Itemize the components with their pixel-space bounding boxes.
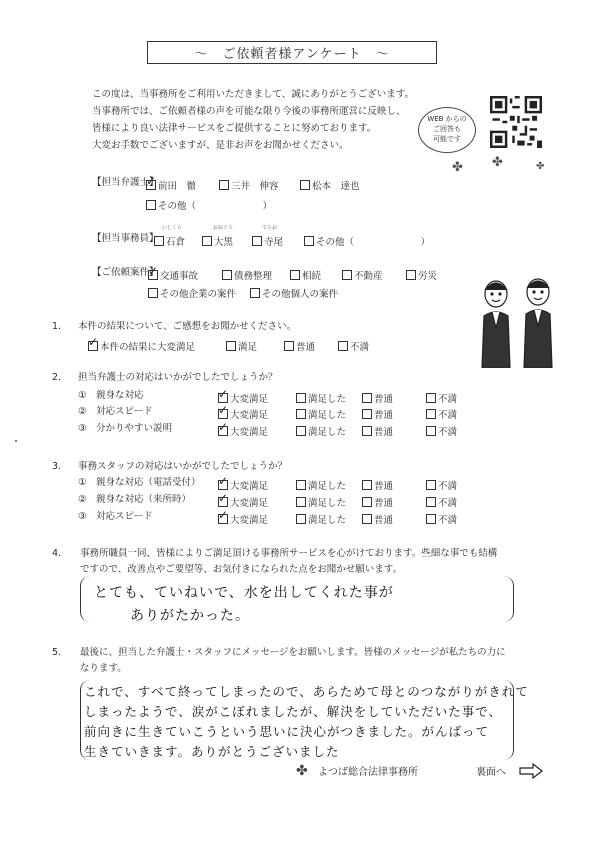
q4-question-line: 事務所職員一同、皆様によりご満足頂ける事務所サービスを心がけております。些細な事でも結構 — [80, 548, 498, 559]
q3-row-label: ② 親身な対応（来所時） — [78, 494, 192, 505]
option-label: 大黒 — [214, 237, 234, 248]
checkbox-checked-icon[interactable] — [218, 426, 228, 436]
option-label: 債務整理 — [234, 271, 273, 282]
page-title: ～ ご依頼者様アンケート ～ — [147, 41, 437, 64]
option-label: 普通 — [374, 515, 394, 526]
case-option-real-estate[interactable] — [342, 268, 383, 282]
checkbox-icon[interactable] — [296, 514, 306, 524]
option-label: 相続 — [302, 271, 322, 282]
checkbox-icon[interactable] — [250, 288, 260, 298]
option-label: その他（ ） — [158, 201, 273, 212]
option-label: 普通 — [296, 342, 316, 353]
case-option-industrial-accident[interactable] — [406, 268, 437, 282]
staff-option-ishikura[interactable] — [154, 234, 185, 248]
checkbox-icon[interactable] — [219, 180, 229, 190]
q3-number: 3. — [52, 461, 62, 472]
q5-handwritten-answer: しまったようで、涙がこぼれましたが、解決をしていただいた事で、 — [84, 704, 503, 719]
bubble-line: 可能です — [433, 135, 461, 143]
q4-question-line: ですので、改善点やご要望等、お気付きになられた点をお聞かせ願います。 — [80, 564, 403, 575]
intro-line: 皆様により良い法律サービスをご提供することに努めております。 — [92, 123, 377, 134]
option-label: 不満 — [438, 481, 458, 492]
checkbox-icon[interactable] — [426, 480, 436, 490]
office-name: よつば総合法律事務所 — [318, 767, 418, 778]
option-label: 不満 — [438, 427, 458, 438]
q3-rating-option[interactable] — [362, 512, 393, 526]
lawyer-option-maeda[interactable] — [146, 178, 196, 192]
checkbox-icon[interactable] — [426, 497, 436, 507]
q2-row-label: ③ 分かりやすい説明 — [78, 423, 173, 434]
case-option-debt[interactable] — [222, 268, 272, 282]
option-label: 不満 — [350, 342, 370, 353]
case-option-traffic[interactable] — [148, 268, 198, 282]
web-answer-bubble — [418, 107, 476, 153]
q5-question-line: 最後に、担当した弁護士・スタッフにメッセージをお願いします。皆様のメッセージが私たちの力に — [80, 647, 506, 658]
option-label: 労災 — [418, 271, 438, 282]
option-label: 大変満足 — [230, 427, 269, 438]
checkbox-icon[interactable] — [426, 409, 436, 419]
checkbox-icon[interactable] — [296, 497, 306, 507]
checkbox-checked-icon[interactable] — [146, 180, 156, 190]
checkbox-icon[interactable] — [284, 341, 294, 351]
furigana: いしくら — [162, 225, 183, 231]
option-label: 石倉 — [166, 237, 186, 248]
q5-question-line: なります。 — [80, 663, 127, 674]
intro-line: 大変お手数でございますが、是非お声をお聞かせください。 — [92, 140, 349, 151]
q1-number: 1. — [52, 321, 62, 332]
q2-row-label: ② 対応スピード — [78, 406, 153, 417]
case-option-other-corporate[interactable] — [148, 286, 236, 300]
q3-rating-option[interactable] — [296, 495, 346, 509]
option-label: 満足した — [308, 515, 347, 526]
checkbox-checked-icon[interactable] — [218, 393, 228, 403]
staff-label: 【担当事務員】 — [92, 233, 159, 244]
intro-line: この度は、当事務所をご利用いただきまして、誠にありがとうございます。 — [92, 89, 415, 100]
option-label: 不満 — [438, 394, 458, 405]
checkbox-icon[interactable] — [362, 497, 372, 507]
qr-code-icon[interactable] — [490, 96, 542, 148]
option-label: 大変満足 — [230, 481, 269, 492]
option-label: 普通 — [374, 394, 394, 405]
checkbox-icon[interactable] — [296, 409, 306, 419]
option-label: 満足した — [308, 410, 347, 421]
option-label: 普通 — [374, 410, 394, 421]
option-label: 松本 達也 — [312, 181, 360, 192]
q3-rating-option[interactable] — [296, 512, 346, 526]
q2-rating-option[interactable] — [218, 407, 268, 421]
checkbox-checked-icon[interactable] — [148, 270, 158, 280]
q2-rating-option[interactable] — [362, 407, 393, 421]
checkbox-checked-icon[interactable] — [88, 341, 98, 351]
checkbox-checked-icon[interactable] — [218, 497, 228, 507]
option-label: 大変満足 — [230, 410, 269, 421]
option-label: 不満 — [438, 498, 458, 509]
staff-option-terao[interactable] — [252, 234, 283, 248]
q3-rating-option[interactable] — [426, 495, 457, 509]
checkbox-icon[interactable] — [362, 514, 372, 524]
q1-option-dissatisfied[interactable] — [338, 339, 369, 353]
q1-option-normal[interactable] — [284, 339, 315, 353]
q3-question: 事務スタッフの対応はいかがでしたでしょうか？ — [78, 461, 288, 472]
checkbox-icon[interactable] — [426, 514, 436, 524]
checkbox-icon[interactable] — [304, 236, 314, 246]
back-side-label[interactable]: 裏面へ — [476, 767, 506, 778]
q2-number: 2. — [52, 372, 62, 383]
checkbox-icon[interactable] — [362, 409, 372, 419]
option-label: 大変満足 — [230, 394, 269, 405]
checkbox-icon[interactable] — [362, 426, 372, 436]
checkbox-icon[interactable] — [338, 341, 348, 351]
q2-question: 担当弁護士の対応はいかがでしたでしょうか？ — [78, 372, 278, 383]
option-label: 不満 — [438, 515, 458, 526]
staff-option-other[interactable] — [304, 234, 430, 248]
option-label: 満足した — [308, 481, 347, 492]
lawyer-label: 【担当弁護士】 — [92, 177, 159, 188]
option-label: 満足した — [308, 427, 347, 438]
option-label: 普通 — [374, 498, 394, 509]
q1-option-very-satisfied[interactable] — [88, 339, 195, 353]
checkbox-checked-icon[interactable] — [218, 514, 228, 524]
checkbox-icon[interactable] — [342, 270, 352, 280]
checkbox-icon[interactable] — [300, 180, 310, 190]
q2-rating-option[interactable] — [362, 424, 393, 438]
furigana: おおぐろ — [213, 225, 234, 231]
checkbox-icon[interactable] — [426, 426, 436, 436]
intro-line: 当事務所では、ご依頼者様の声を可能な限り今後の事務所運営に反映し、 — [92, 106, 406, 117]
q3-row-label: ③ 対応スピード — [78, 511, 153, 522]
option-label: 大変満足 — [230, 498, 269, 509]
q5-handwritten-answer: これで、すべて終ってしまったので、あらためて母とのつながりがきれて — [84, 684, 529, 699]
bubble-line: ご回答も — [433, 125, 461, 133]
q2-rating-option[interactable] — [362, 391, 393, 405]
option-label: 前田 徹 — [158, 181, 197, 192]
q4-handwritten-answer: とても、ていねいで、水を出してくれた事が — [94, 585, 394, 601]
checkbox-icon[interactable] — [426, 393, 436, 403]
checkbox-icon[interactable] — [154, 236, 164, 246]
option-label: 交通事故 — [160, 271, 199, 282]
clover-decoration-icon: ✤ — [452, 160, 463, 175]
q3-rating-option[interactable] — [296, 478, 346, 492]
q1-option-satisfied[interactable] — [226, 339, 257, 353]
option-label: 不満 — [438, 410, 458, 421]
option-label: 満足 — [238, 342, 258, 353]
arrow-right-icon[interactable] — [519, 763, 543, 779]
clover-decoration-icon: ✤ — [492, 155, 503, 170]
checkbox-icon[interactable] — [252, 236, 262, 246]
case-label: 【ご依頼案件】 — [92, 267, 159, 278]
checkbox-icon[interactable] — [406, 270, 416, 280]
lawyer-option-mitsui[interactable] — [219, 178, 279, 192]
q3-row-label: ① 親身な対応（電話受付） — [78, 477, 201, 488]
checkbox-icon[interactable] — [226, 341, 236, 351]
q2-rating-option[interactable] — [426, 407, 457, 421]
scan-dot — [15, 440, 17, 442]
checkbox-icon[interactable] — [296, 480, 306, 490]
bubble-line: WEB からの — [427, 115, 467, 123]
q2-row-label: ① 親身な対応 — [78, 390, 144, 401]
checkbox-checked-icon[interactable] — [218, 480, 228, 490]
q3-rating-option[interactable] — [218, 495, 268, 509]
q4-number: 4. — [52, 548, 62, 559]
option-label: その他個人の案件 — [262, 289, 339, 300]
q4-handwritten-answer: ありがたかった。 — [130, 608, 250, 624]
checkbox-icon[interactable] — [362, 393, 372, 403]
clover-decoration-icon: ✤ — [536, 161, 545, 172]
q3-rating-option[interactable] — [362, 495, 393, 509]
q3-rating-option[interactable] — [218, 478, 268, 492]
lawyers-illustration-icon — [468, 276, 568, 368]
q2-rating-option[interactable] — [426, 391, 457, 405]
option-label: 満足した — [308, 498, 347, 509]
q2-rating-option[interactable] — [218, 424, 268, 438]
q2-rating-option[interactable] — [296, 407, 346, 421]
staff-option-oguro[interactable] — [202, 234, 233, 248]
checkbox-icon[interactable] — [290, 270, 300, 280]
q2-rating-option[interactable] — [296, 424, 346, 438]
q2-rating-option[interactable] — [296, 391, 346, 405]
checkbox-icon[interactable] — [146, 200, 156, 210]
q2-rating-option[interactable] — [426, 424, 457, 438]
q3-rating-option[interactable] — [426, 478, 457, 492]
option-label: 大変満足 — [230, 515, 269, 526]
option-label: 普通 — [374, 427, 394, 438]
option-label: 不動産 — [354, 271, 383, 282]
q5-number: 5. — [52, 647, 62, 658]
option-label: その他（ ） — [316, 237, 431, 248]
lawyer-option-other[interactable] — [146, 198, 272, 212]
q3-rating-option[interactable] — [218, 512, 268, 526]
clover-logo-icon: ✤ — [296, 763, 308, 779]
case-option-other-personal[interactable] — [250, 286, 338, 300]
case-option-inheritance[interactable] — [290, 268, 321, 282]
q5-handwritten-answer: 生きていきます。ありがとうございました — [84, 744, 340, 759]
q5-handwritten-answer: 前向きに生きていこうという思いに決心がつきました。がんばって — [84, 724, 490, 739]
checkbox-icon[interactable] — [296, 393, 306, 403]
lawyer-option-matsumoto[interactable] — [300, 178, 360, 192]
q3-rating-option[interactable] — [362, 478, 393, 492]
checkbox-icon[interactable] — [222, 270, 232, 280]
furigana: てらお — [262, 225, 278, 231]
option-label: 満足した — [308, 394, 347, 405]
checkbox-icon[interactable] — [362, 480, 372, 490]
option-label: 三井 伸容 — [231, 181, 279, 192]
checkbox-icon[interactable] — [202, 236, 212, 246]
option-label: 本件の結果に大変満足 — [100, 342, 196, 353]
checkbox-icon[interactable] — [148, 288, 158, 298]
q3-rating-option[interactable] — [426, 512, 457, 526]
checkbox-checked-icon[interactable] — [218, 409, 228, 419]
option-label: その他企業の案件 — [160, 289, 237, 300]
option-label: 寺尾 — [264, 237, 284, 248]
checkbox-icon[interactable] — [296, 426, 306, 436]
q1-question: 本件の結果について、ご感想をお聞かせください。 — [78, 321, 297, 332]
option-label: 普通 — [374, 481, 394, 492]
